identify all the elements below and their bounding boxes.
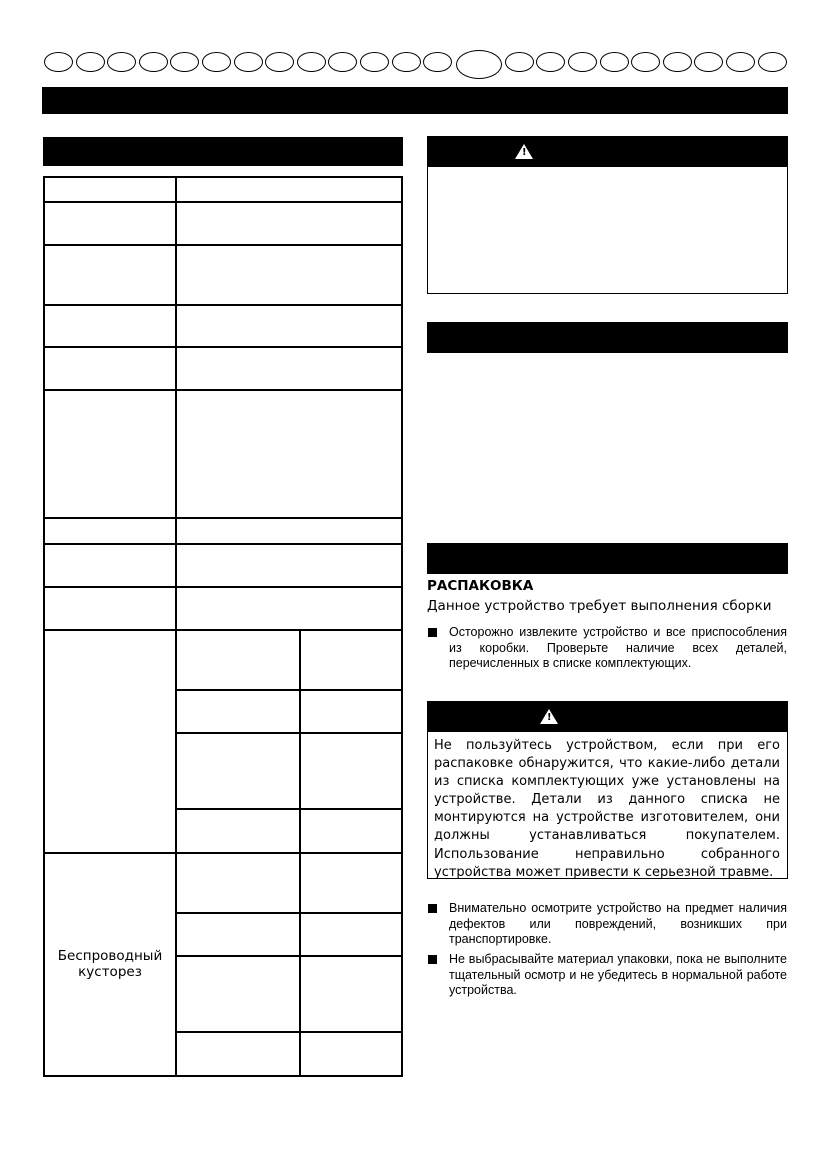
language-tab <box>107 52 136 72</box>
language-tab <box>663 52 692 72</box>
warning-header-2 <box>427 701 788 732</box>
language-tab <box>44 52 73 72</box>
page-header-bar <box>42 87 788 114</box>
language-tab <box>170 52 199 72</box>
warning-text-2: Не пользуйтесь устройством, если при его распаковке обнаружится, что какие-либо детали из списка комплектующих уже установлены на устройстве. Детали из данного списка не монтируются на устройстве изготовителем, они должны устанавливаться покупателем. Использование неправильно собранного устройства может привести к серьезной травме. <box>434 738 780 880</box>
bullet-icon <box>428 904 437 913</box>
language-tab <box>505 52 534 72</box>
assembly-header-bar <box>427 543 788 574</box>
warning-header-1 <box>427 136 788 167</box>
unpacking-heading: РАСПАКОВКА <box>427 578 534 594</box>
language-tab <box>423 52 452 72</box>
language-tab <box>265 52 294 72</box>
language-tab <box>631 52 660 72</box>
language-tab <box>536 52 565 72</box>
language-tab <box>568 52 597 72</box>
language-tab <box>76 52 105 72</box>
product-label: Беспроводный кусторез <box>57 948 163 980</box>
language-tab <box>600 52 629 72</box>
language-tab <box>202 52 231 72</box>
unpacking-intro: Данное устройство требует выполнения сборки <box>427 598 772 614</box>
section-bar-2 <box>427 322 788 353</box>
language-tab <box>139 52 168 72</box>
unpack-step-2: Внимательно осмотрите устройство на предмет наличия дефектов или повреждений, возникших при транспортировке. <box>449 901 787 946</box>
specs-header-bar <box>43 137 403 166</box>
bullet-icon <box>428 955 437 964</box>
warning-triangle-icon: ! <box>515 144 533 159</box>
language-tab <box>297 52 326 72</box>
language-tab <box>328 52 357 72</box>
language-tab <box>234 52 263 72</box>
language-tab <box>392 52 421 72</box>
language-tab <box>694 52 723 72</box>
language-tab <box>726 52 755 72</box>
warning-triangle-icon: ! <box>540 709 558 724</box>
bullet-icon <box>428 628 437 637</box>
unpack-step-3: Не выбрасывайте материал упаковки, пока не выполните тщательный осмотр и не убедитесь в нормальной работе устройства. <box>449 952 787 997</box>
language-tab-active <box>456 50 502 79</box>
language-tab <box>758 52 787 72</box>
language-tab <box>360 52 389 72</box>
unpack-step-1: Осторожно извлеките устройство и все приспособления из коробки. Проверьте наличие всех деталей, перечисленных в списке комплектующих. <box>449 625 787 670</box>
